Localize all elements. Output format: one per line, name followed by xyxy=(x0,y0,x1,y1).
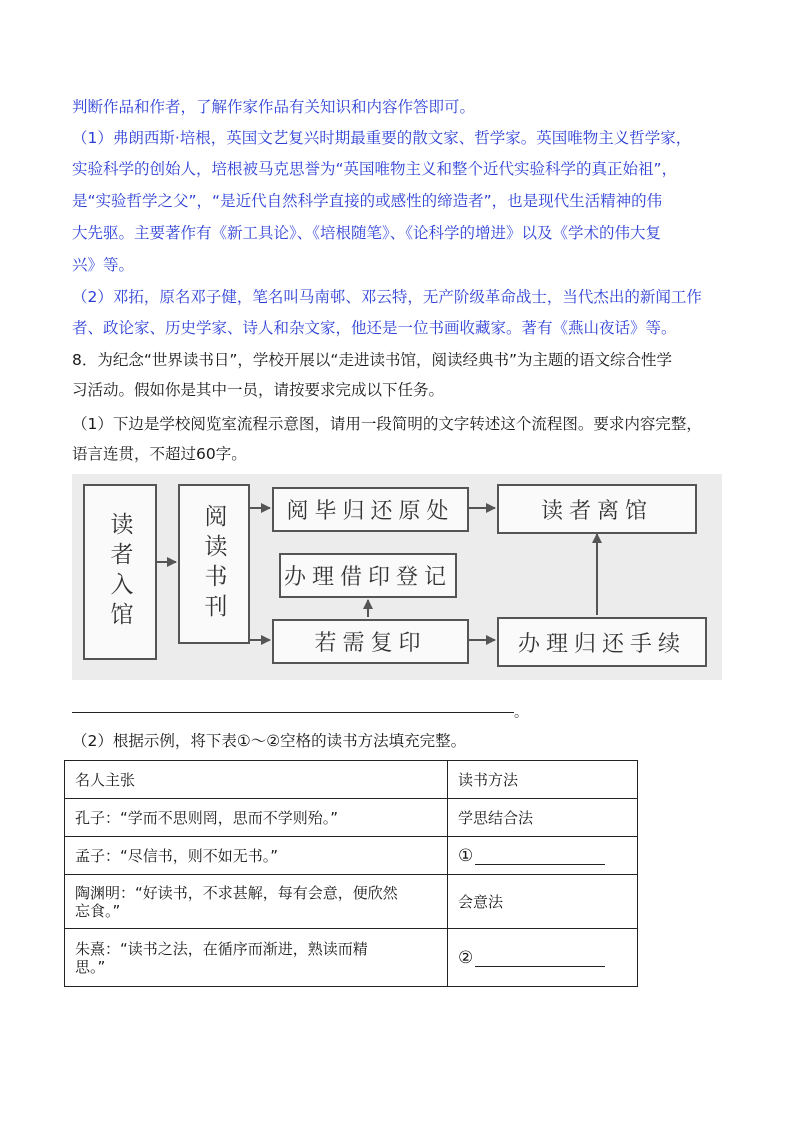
table-header-row xyxy=(65,761,638,799)
answer-explanation-line: 者、政论家、历史学家、诗人和杂文家，他还是一位书画收藏家。著有《燕山夜话》等。 xyxy=(72,319,677,337)
flow-box-return-original: 阅毕归还原处 xyxy=(272,487,469,532)
claim-line: 思。” xyxy=(75,957,106,976)
blank-fill-line-2[interactable] xyxy=(475,952,605,967)
method-cell-blank-2[interactable] xyxy=(448,929,638,987)
reading-room-flowchart xyxy=(72,474,722,680)
header-claim: 名人主张 xyxy=(65,761,448,799)
table-row xyxy=(65,929,638,987)
blank-marker-2: ② xyxy=(458,947,474,968)
method-cell: 学思结合法 xyxy=(448,799,638,837)
answer-explanation-line: 大先驱。主要著作有《新工具论》、《培根随笔》、《论科学的增进》以及《学术的伟大复 xyxy=(72,224,662,242)
blank-marker-1: ① xyxy=(458,845,474,866)
answer-explanation-line: 判断作品和作者，了解作家作品有关知识和内容作答即可。 xyxy=(72,98,476,116)
claim-line: 朱熹：“读书之法，在循序而渐进，熟读而精 xyxy=(75,939,368,958)
claim-cell: 孔子：“学而不思则罔，思而不学则殆。” xyxy=(65,799,448,837)
answer-explanation-line: （2）邓拓，原名邓子健，笔名叫马南邨、邓云特，无产阶级革命战士，当代杰出的新闻工作 xyxy=(72,288,702,306)
claim-cell xyxy=(65,875,448,929)
flow-box-leave: 读者离馆 xyxy=(497,484,697,534)
part2-prompt: （2）根据示例，将下表①～②空格的读书方法填充完整。 xyxy=(72,732,467,750)
flow-box-return-procedure: 办理归还手续 xyxy=(497,617,707,667)
method-cell-blank-1[interactable] xyxy=(448,837,638,875)
answer-explanation-line: 是“实验哲学之父”，“是近代自然科学直接的或感性的缔造者”，也是现代生活精神的伟 xyxy=(72,192,663,210)
claim-cell xyxy=(65,929,448,987)
flow-box-borrow-register: 办理借印登记 xyxy=(279,553,457,598)
question-line: 习活动。假如你是其中一员，请按要求完成以下任务。 xyxy=(72,381,445,399)
answer-blank-line[interactable] xyxy=(72,712,514,713)
flow-box-read: 阅读书刊 xyxy=(178,484,250,644)
question-line: 语言连贯，不超过60字。 xyxy=(72,445,247,463)
answer-explanation-line: 兴》等。 xyxy=(72,256,135,274)
method-cell: 会意法 xyxy=(448,875,638,929)
flow-box-need-copy: 若需复印 xyxy=(272,619,469,664)
table-row xyxy=(65,799,638,837)
table-row xyxy=(65,837,638,875)
answer-end-mark: 。 xyxy=(514,705,528,721)
reading-method-table xyxy=(64,760,638,987)
claim-line: 忘食。” xyxy=(75,901,121,920)
question-line: 8．为纪念“世界读书日”，学校开展以“走进读书馆，阅读经典书”为主题的语文综合性学 xyxy=(72,351,672,369)
claim-cell: 孟子：“尽信书，则不如无书。” xyxy=(65,837,448,875)
answer-explanation-line: 实验科学的创始人，培根被马克思誉为“英国唯物主义和整个近代实验科学的真正始祖”， xyxy=(72,160,678,178)
claim-line: 陶渊明：“好读书，不求甚解，每有会意，便欣然 xyxy=(75,883,398,902)
blank-fill-line-1[interactable] xyxy=(475,850,605,865)
header-method: 读书方法 xyxy=(448,761,638,799)
question-line: （1）下边是学校阅览室流程示意图，请用一段简明的文字转述这个流程图。要求内容完整， xyxy=(72,415,702,433)
flow-box-entry: 读者入馆 xyxy=(83,484,157,660)
table-row xyxy=(65,875,638,929)
answer-explanation-line: （1）弗朗西斯·培根，英国文艺复兴时期最重要的散文家、哲学家。英国唯物主义哲学家， xyxy=(72,129,692,147)
